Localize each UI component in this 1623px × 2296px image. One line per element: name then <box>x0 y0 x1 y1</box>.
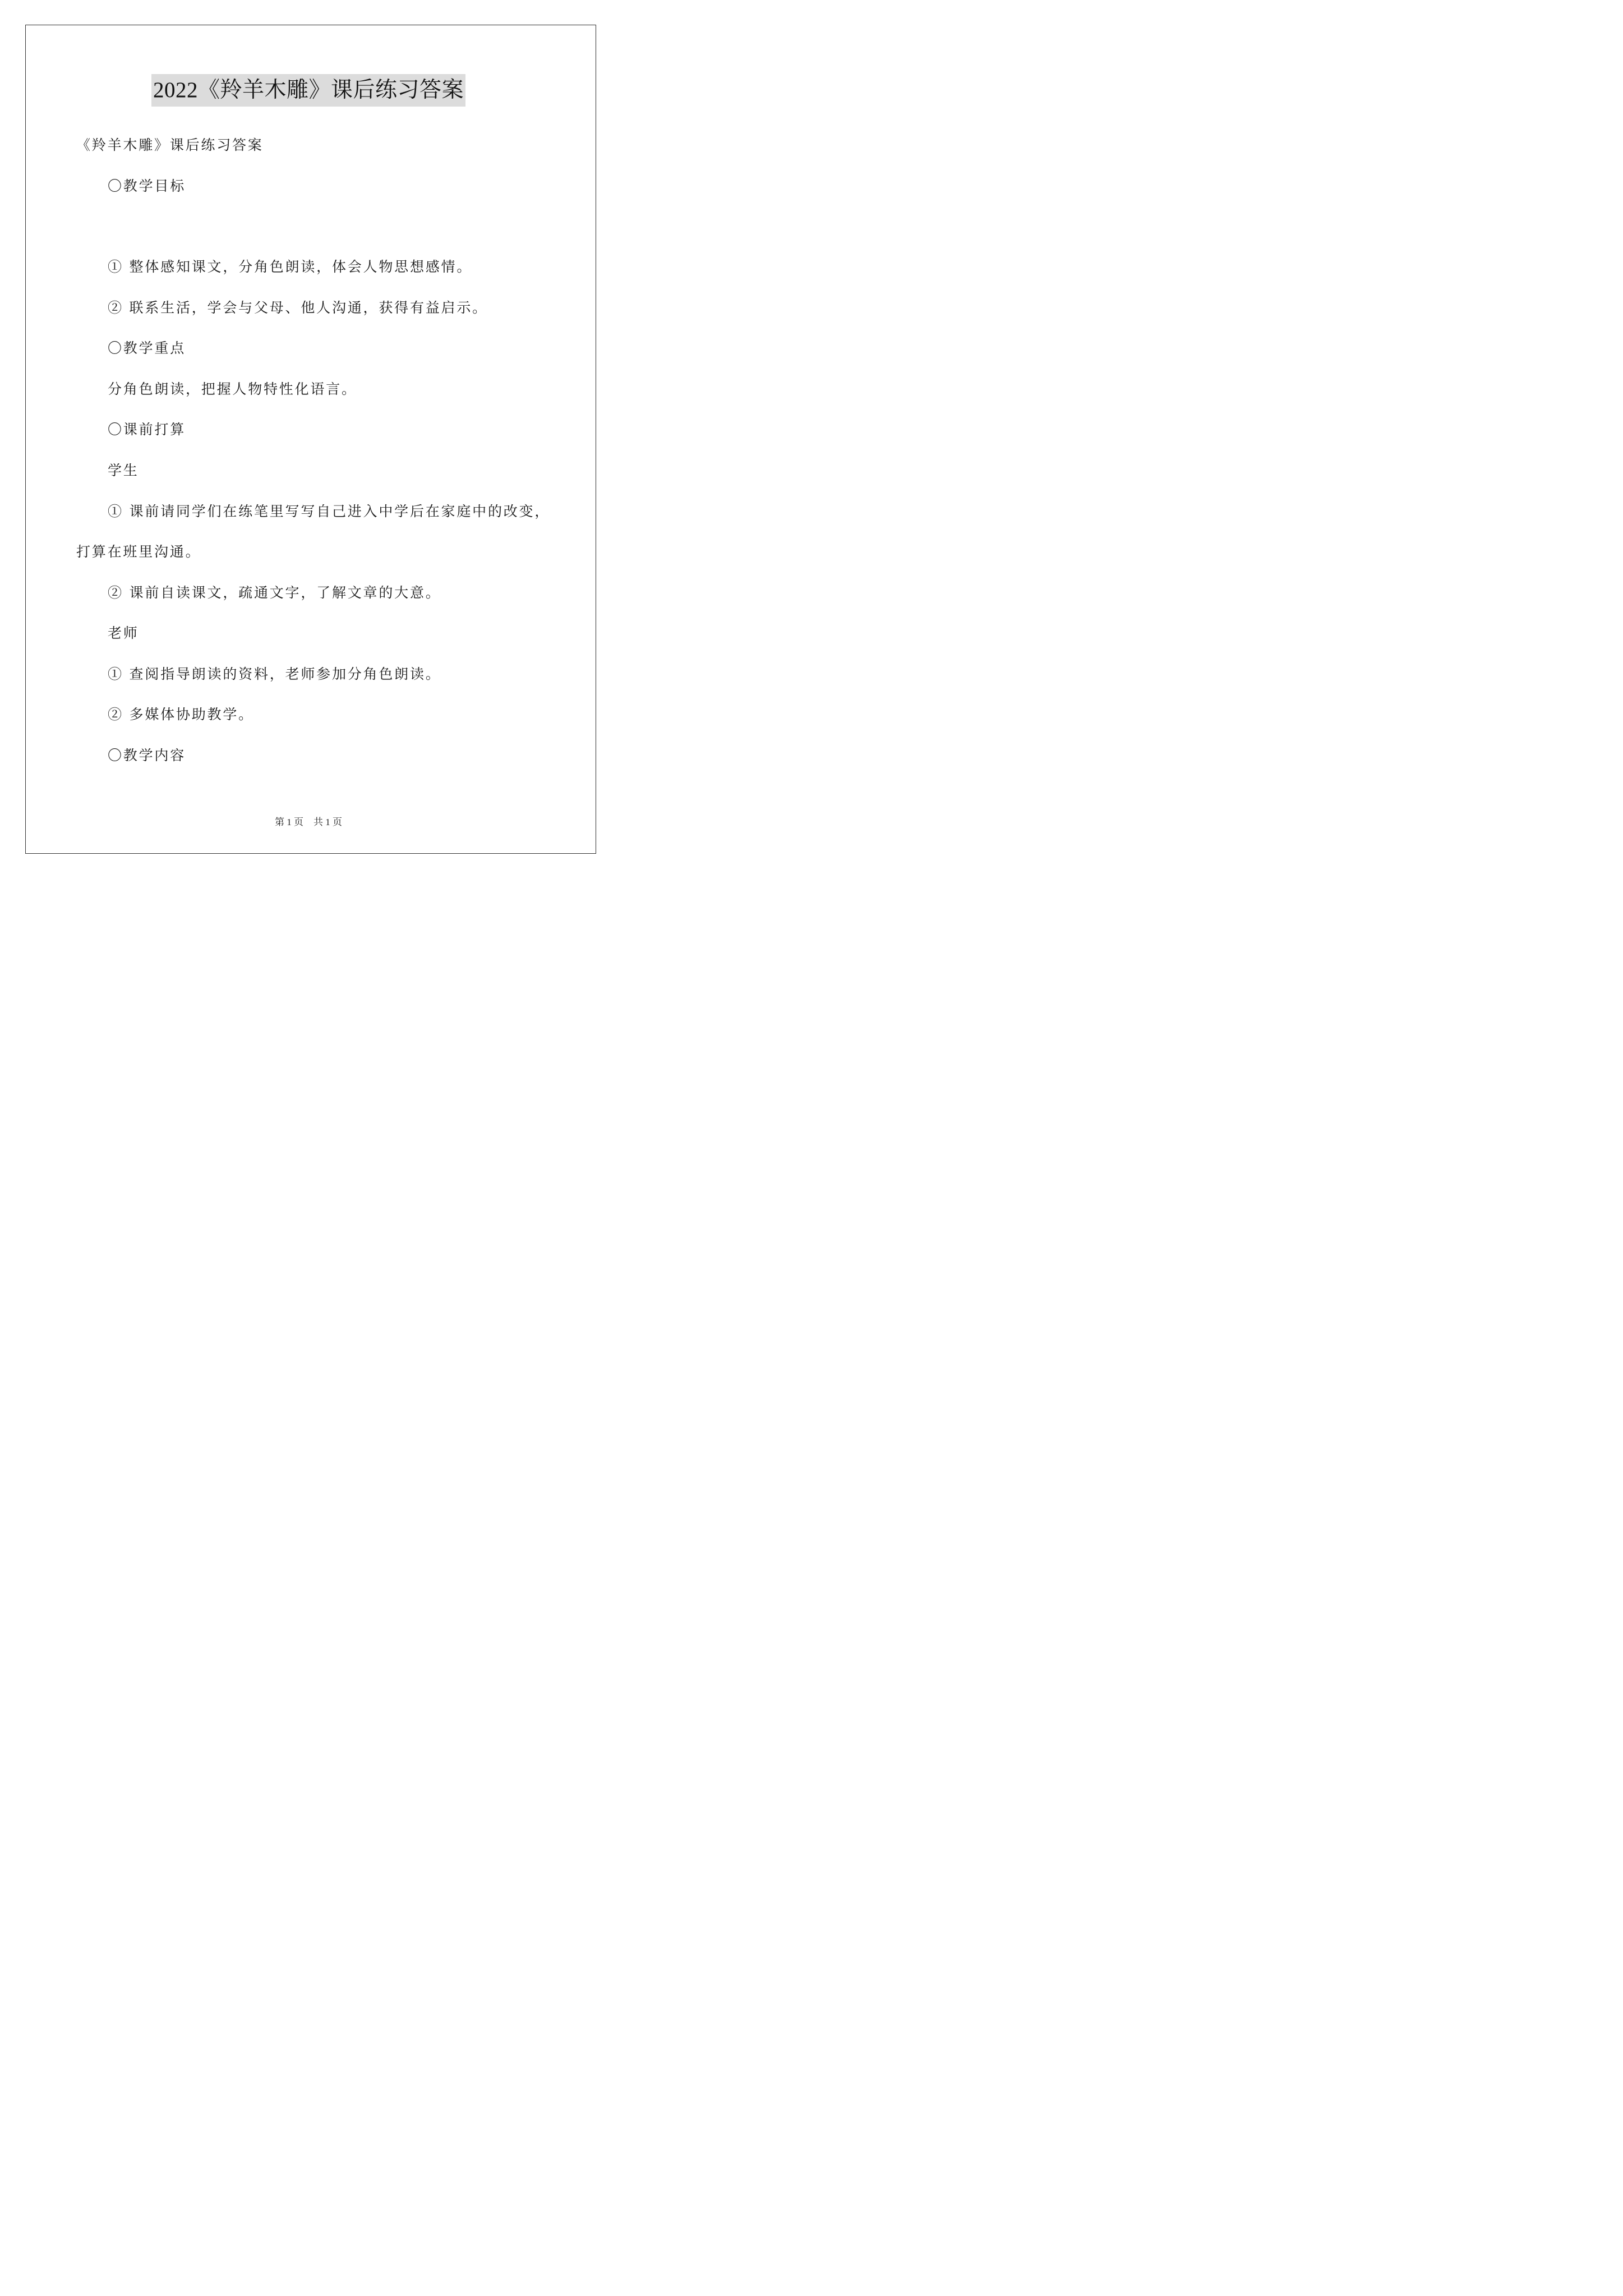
section-heading-objectives: 〇教学目标 <box>108 178 186 194</box>
teacher-prep-item-2: ② 多媒体协助教学。 <box>108 706 254 723</box>
section-heading-preparation: 〇课前打算 <box>108 421 186 438</box>
student-prep-item-2: ② 课前自读课文，疏通文字，了解文章的大意。 <box>108 585 441 601</box>
objective-item-2: ② 联系生活，学会与父母、他人沟通，获得有益启示。 <box>108 300 488 316</box>
subtitle: 《羚羊木雕》课后练习答案 <box>76 137 264 153</box>
key-point-text: 分角色朗读，把握人物特性化语言。 <box>108 381 357 397</box>
subheading-students: 学生 <box>108 462 139 478</box>
section-heading-content: 〇教学内容 <box>108 747 186 763</box>
objective-item-1: ① 整体感知课文，分角色朗读，体会人物思想感情。 <box>108 259 473 275</box>
document-page <box>0 0 617 873</box>
document-title: 2022《羚羊木雕》课后练习答案 <box>151 74 465 107</box>
total-pages: 共 1 页 <box>313 817 342 827</box>
subheading-teacher: 老师 <box>108 625 139 641</box>
page-number: 第 1 页 <box>275 817 303 827</box>
title-container <box>0 74 617 107</box>
teacher-prep-item-1: ① 查阅指导朗读的资料，老师参加分角色朗读。 <box>108 666 441 682</box>
student-prep-item-1-continued: 打算在班里沟通。 <box>76 544 201 560</box>
section-heading-key-points: 〇教学重点 <box>108 340 186 356</box>
student-prep-item-1: ① 课前请同学们在练笔里写写自己进入中学后在家庭中的改变， <box>108 503 551 519</box>
page-footer <box>0 816 617 829</box>
